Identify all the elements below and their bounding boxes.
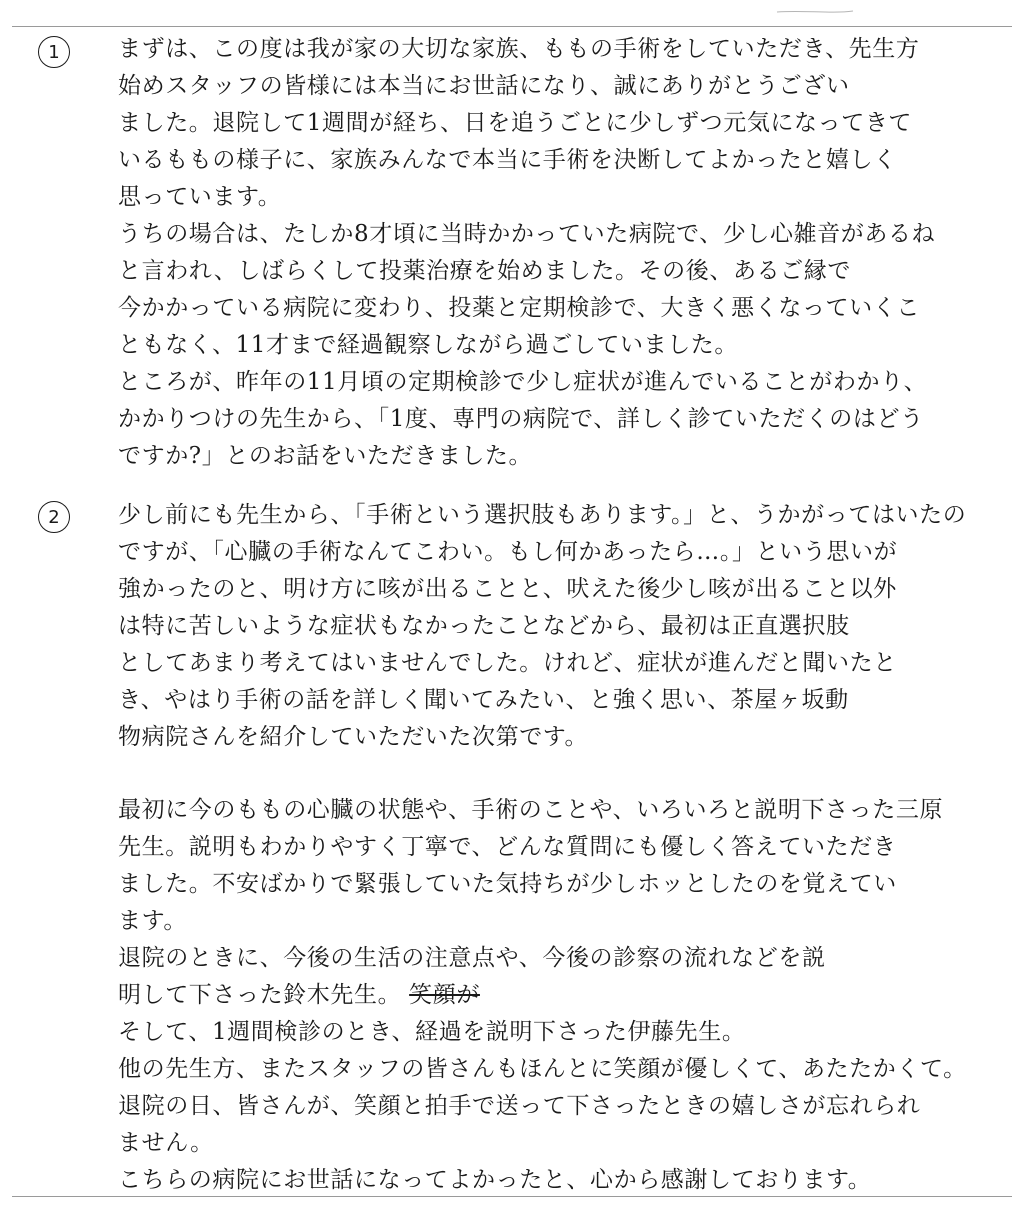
scan-artifact-mark bbox=[775, 0, 855, 6]
text-line: 少し前にも先生から、「手術という選択肢もあります。」と、うかがってはいたの bbox=[118, 502, 967, 528]
text-line: 強かったのと、明け方に咳が出ることと、吠えた後少し咳が出ること以外 bbox=[118, 576, 897, 602]
text-line: は特に苦しいような症状もなかったことなどから、最初は正直選択肢 bbox=[118, 613, 850, 639]
text-line: ました。不安ばかりで緊張していた気持ちが少しホッとしたのを覚えてい bbox=[118, 871, 897, 897]
text-line: 退院のときに、今後の生活の注意点や、今後の診察の流れなどを説 bbox=[118, 945, 826, 971]
text-line: うちの場合は、たしか8才頃に当時かかっていた病院で、少し心雑音があるね bbox=[118, 221, 936, 247]
text-line: こちらの病院にお世話になってよかったと、心から感謝しております。 bbox=[118, 1167, 872, 1193]
text-line: 始めスタッフの皆様には本当にお世話になり、誠にありがとうござい bbox=[118, 73, 850, 99]
text-line: 他の先生方、またスタッフの皆さんもほんとに笑顔が優しくて、あたたかくて。 bbox=[118, 1056, 967, 1082]
text-line: 思っています。 bbox=[118, 184, 282, 210]
text-line: ません。 bbox=[118, 1130, 214, 1156]
text-line: 物病院さんを紹介していただいた次第です。 bbox=[118, 724, 589, 750]
paragraph-gap bbox=[118, 756, 998, 792]
text-line: と言われ、しばらくして投薬治療を始めました。その後、あるご縁で bbox=[118, 258, 851, 284]
text-line: ともなく、11才まで経過観察しながら過ごしていました。 bbox=[118, 332, 739, 358]
section-number-1: 1 bbox=[38, 36, 70, 68]
text-line: ます。 bbox=[118, 908, 187, 934]
text-line: かかりつけの先生から、「1度、専門の病院で、詳しく診ていただくのはどう bbox=[118, 406, 924, 432]
text-line: そして、1週間検診のとき、経過を説明下さった伊藤先生。 bbox=[118, 1019, 746, 1045]
section-2-text bbox=[118, 497, 998, 1199]
text-line: 今かかっている病院に変わり、投薬と定期検診で、大きく悪くなっていくこ bbox=[118, 295, 920, 321]
text-line: としてあまり考えてはいませんでした。けれど、症状が進んだと聞いたと bbox=[118, 650, 897, 676]
top-ruled-line bbox=[12, 26, 1012, 27]
text-line: ところが、昨年の11月頃の定期検診で少し症状が進んでいることがわかり、 bbox=[118, 369, 928, 395]
suzuki-line-text: 明して下さった鈴木先生。 bbox=[118, 982, 402, 1008]
text-line: 退院の日、皆さんが、笑顔と拍手で送って下さったときの嬉しさが忘れられ bbox=[118, 1093, 921, 1119]
section-number-2: 2 bbox=[38, 501, 70, 533]
text-line: ですが、「心臓の手術なんてこわい。もし何かあったら…。」という思いが bbox=[118, 539, 898, 565]
text-line-with-strikethrough bbox=[118, 977, 998, 1014]
text-line: 最初に今のももの心臓の状態や、手術のことや、いろいろと説明下さった三原 bbox=[118, 797, 944, 823]
section-1-text bbox=[118, 31, 998, 475]
text-line: ですか?」とのお話をいただきました。 bbox=[118, 443, 533, 469]
text-line: き、やはり手術の話を詳しく聞いてみたい、と強く思い、茶屋ヶ坂動 bbox=[118, 687, 849, 713]
text-line: まずは、この度は我が家の大切な家族、ももの手術をしていただき、先生方 bbox=[118, 36, 920, 62]
text-line: ました。退院して1週間が経ち、日を追うごとに少しずつ元気になってきて bbox=[118, 110, 913, 136]
struck-out-text: 笑顔が bbox=[409, 982, 480, 1008]
text-line: いるももの様子に、家族みんなで本当に手術を決断してよかったと嬉しく bbox=[118, 147, 897, 173]
text-line: 先生。説明もわかりやすく丁寧で、どんな質問にも優しく答えていただき bbox=[118, 834, 897, 860]
bottom-ruled-line bbox=[12, 1196, 1012, 1197]
